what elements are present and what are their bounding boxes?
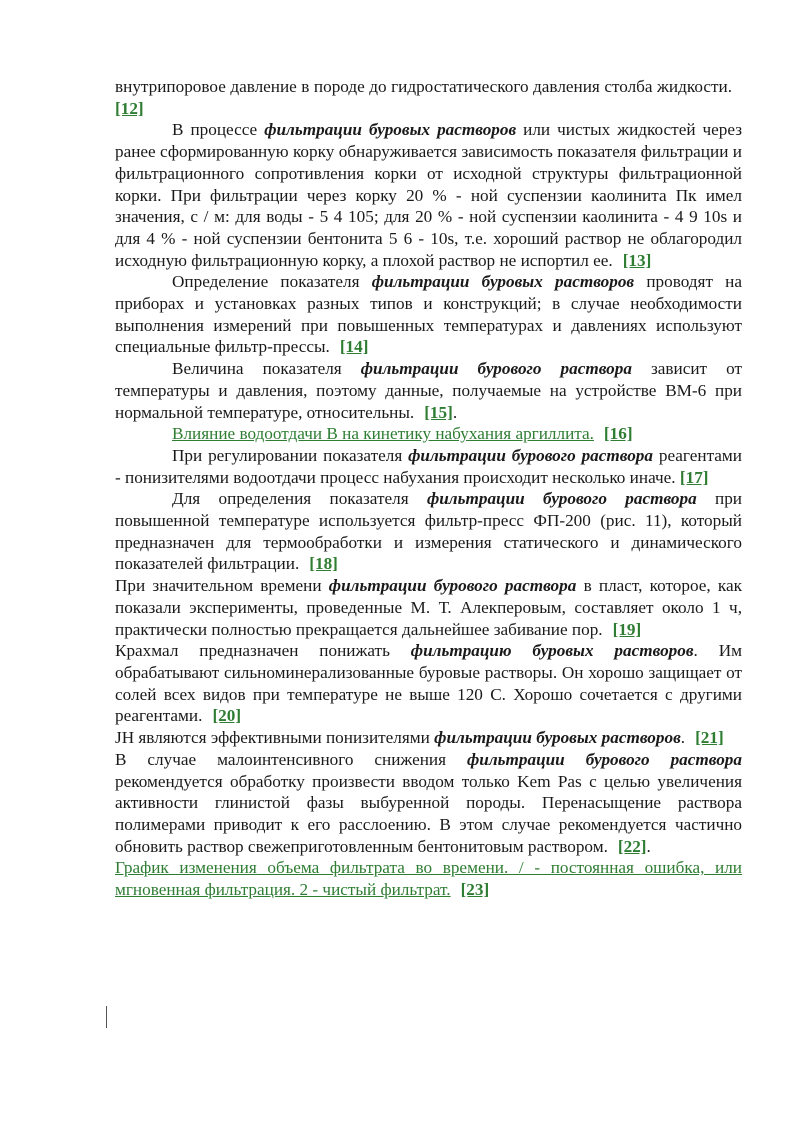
paragraph-text: При регулировании показателя — [172, 445, 409, 465]
emphasis-term: фильтрации бурового раствора — [426, 489, 697, 509]
paragraph-text: . Им обрабатывают сильноминерализованные буровые растворы. Он хорошо защищает от солей всех видов при температуре не выше 120 С. Хорошо сочетается с другими реагентами. — [115, 641, 742, 726]
paragraph-9 — [115, 640, 742, 727]
paragraph-text: . — [680, 728, 686, 748]
paragraph-text: Для определения показателя — [172, 489, 427, 509]
emphasis-term: фильтрации буровых растворов — [371, 272, 635, 292]
paragraph-text: Определение показателя — [172, 272, 372, 292]
paragraph-text: В случае малоинтенсивного снижения — [115, 749, 467, 769]
paragraph-8 — [115, 575, 742, 640]
citation-link-18[interactable]: [18] — [309, 554, 338, 574]
citation-link-17[interactable]: [17] — [679, 467, 709, 487]
emphasis-term: фильтрации бурового раствора — [408, 445, 653, 465]
paragraph-12 — [115, 857, 742, 900]
paragraph-text: При значительном времени — [115, 576, 329, 596]
paragraph-text: внутрипоровое давление в породе до гидростатического давления столба жидкости. — [115, 77, 732, 96]
paragraph-10 — [115, 727, 742, 749]
figure-caption-link[interactable]: Влияние водоотдачи В на кинетику набухания аргиллита. — [172, 424, 594, 444]
document-page — [115, 76, 742, 901]
paragraph-tail: . — [646, 836, 651, 856]
paragraph-2 — [115, 119, 742, 271]
paragraph-5 — [115, 423, 742, 445]
emphasis-term: фильтрацию буровых растворов — [410, 641, 694, 661]
paragraph-text: реагентами - понизителями водоотдачи процесс набухания происходит несколько иначе. — [115, 445, 742, 487]
paragraph-text: в пласт, которое, как показали эксперименты, проведенные М. Т. Алекперовым, составляет около 1 ч, практически полностью прекращается дальнейшее забивание пор. — [115, 576, 743, 639]
paragraph-text: Крахмал предназначен понижать — [115, 641, 411, 661]
paragraph-text: зависит от температуры и давления, поэтому данные, получаемые на устройстве ВМ-6 при нормальной температуре, относительны. — [115, 359, 742, 422]
paragraph-text: Величина показателя — [172, 359, 361, 379]
citation-link-15[interactable]: [15] — [424, 402, 453, 422]
paragraph-7 — [115, 488, 742, 575]
paragraph-text: при повышенной температуре используется фильтр-пресс ФП-200 (рис. 11), который предназначен для термообработки и измерения статического и динамического показателей фильтрации. — [115, 489, 742, 574]
emphasis-term: фильтрации бурового раствора — [360, 359, 632, 379]
paragraph-11 — [115, 749, 742, 858]
paragraph-1 — [115, 76, 742, 119]
paragraph-text: или чистых жидкостей через ранее сформированную корку обнаруживается зависимость показателя фильтрации и фильтрационного сопротивления корки от исходной структуры фильтрационной корки. При фильтрации через корку 20 % - ной суспензии каолинита Пк имел значения, с / м: для воды - 5 4 105; для 20 % - ной суспензии каолинита - 4 9 10s и для 4 % - ной суспензии бентонита 5 6 - 10s, т.е. хороший раствор не облагородил исходную фильтрационную корку, а плохой раствор не испортил ее. — [115, 120, 742, 270]
citation-link-19[interactable]: [19] — [612, 619, 642, 639]
paragraph-6 — [115, 445, 742, 488]
emphasis-term: фильтрации буровых растворов — [434, 728, 681, 748]
citation-link-20[interactable]: [20] — [212, 706, 242, 726]
citation-link-14[interactable]: [14] — [339, 337, 369, 357]
paragraph-text: проводят на приборах и установках разных типов и конструкций; в случае необходимости выполнения измерений при повышенных температурах и давлениях используют специальные фильтр-прессы. — [115, 272, 742, 357]
text-cursor — [106, 1006, 107, 1028]
emphasis-term: фильтрации буровых растворов — [264, 120, 517, 140]
citation-link-13[interactable]: [13] — [622, 250, 652, 270]
citation-link-23[interactable]: [23] — [460, 880, 490, 900]
paragraph-text: В процессе — [172, 120, 265, 140]
paragraph-tail: . — [452, 402, 458, 422]
paragraph-text: рекомендуется обработку произвести вводом только Kem Pas с целью увеличения активности глинистой фазы выбуренной породы. Перенасыщение раствора полимерами приводит к его расслоению. В этом случае рекомендуется частично обновить раствор свежеприготовленным бентонитовым раствором. — [115, 771, 742, 856]
citation-link-12[interactable]: [12] — [115, 98, 144, 118]
citation-link-22[interactable]: [22] — [617, 836, 647, 856]
paragraph-3 — [115, 271, 742, 358]
paragraph-text: JH являются эффективными понизителями — [115, 728, 435, 748]
paragraph-4 — [115, 358, 742, 423]
figure-caption-link[interactable]: График изменения объема фильтрата во времени. / - постоянная ошибка, или мгновенная фильтрация. 2 - чистый фильтрат. — [115, 858, 742, 900]
citation-link-21[interactable]: [21] — [695, 728, 724, 748]
citation-link-16[interactable]: [16] — [603, 424, 633, 444]
emphasis-term: фильтрации бурового раствора — [466, 749, 742, 769]
emphasis-term: фильтрации бурового раствора — [328, 576, 577, 596]
